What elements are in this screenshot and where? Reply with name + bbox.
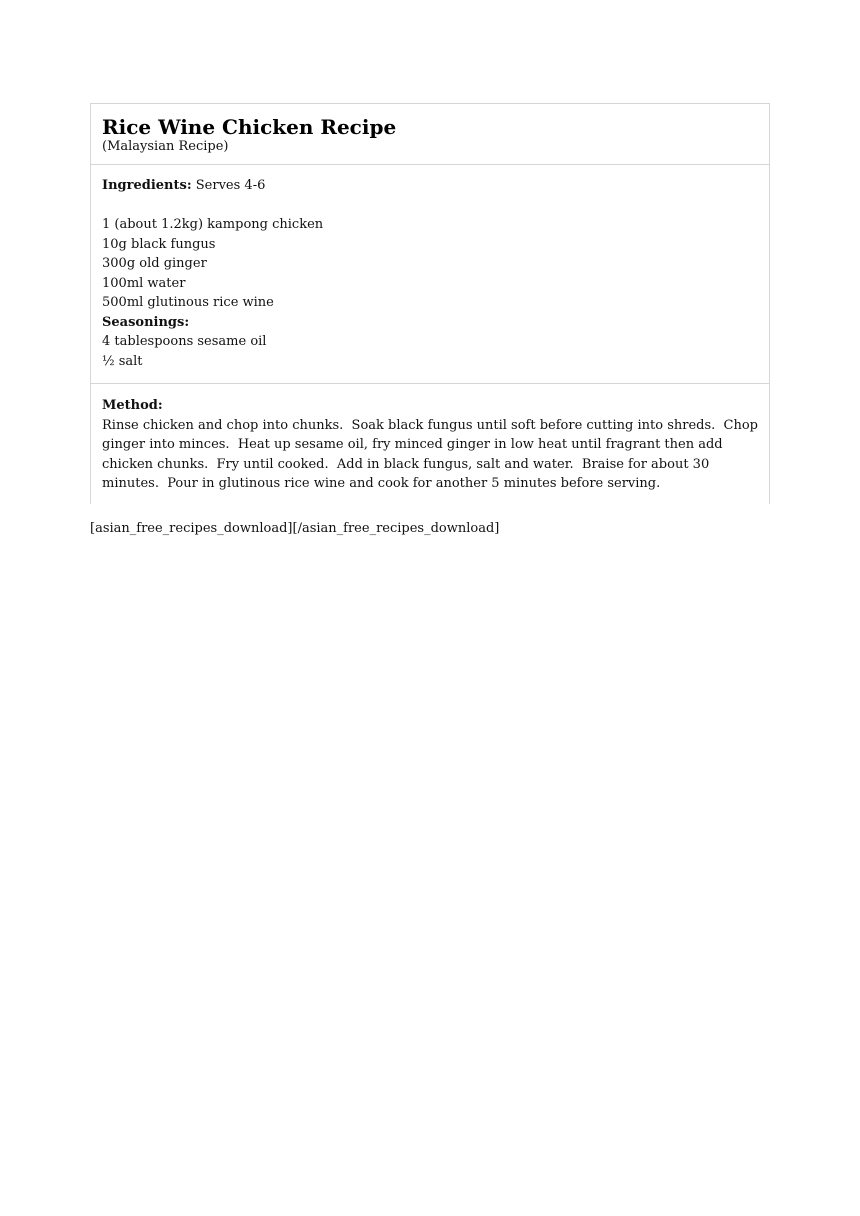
ingredients-heading: Ingredients: (102, 178, 192, 193)
recipe-header (91, 104, 769, 165)
ingredient-item: 300g old ginger (102, 256, 207, 271)
recipe-card (90, 103, 770, 504)
method-section (91, 384, 769, 504)
seasoning-item: 4 tablespoons sesame oil (102, 334, 267, 349)
recipe-subtitle: (Malaysian Recipe) (102, 139, 229, 154)
method-heading: Method: (102, 398, 163, 413)
seasonings-heading: Seasonings: (102, 314, 190, 330)
seasoning-item: ½ salt (102, 353, 143, 369)
ingredients-header-line (102, 176, 758, 196)
method-text: Rinse chicken and chop into chunks. Soak black fungus until soft before cutting into shreds. Chop ginger into minces. Heat up sesame oil, fry minced ginger in low heat until fragrant then add chicken chunks. Fry until cooked. Add in black fungus, salt and water. Braise for about 30 minutes. Pour in glutinous rice wine and cook for another 5 minutes before serving. (102, 417, 763, 491)
ingredient-item: 1 (about 1.2kg) kampong chicken (102, 217, 324, 232)
spacer (102, 196, 758, 216)
download-shortcode: [asian_free_recipes_download][/asian_free_recipes_download] (90, 521, 500, 536)
ingredient-item: 100ml water (102, 275, 186, 291)
ingredient-item: 500ml glutinous rice wine (102, 295, 274, 310)
serves-text: Serves 4-6 (195, 178, 266, 193)
recipe-title: Rice Wine Chicken Recipe (102, 115, 397, 139)
ingredient-item: 10g black fungus (102, 236, 216, 252)
ingredients-section (91, 165, 769, 384)
